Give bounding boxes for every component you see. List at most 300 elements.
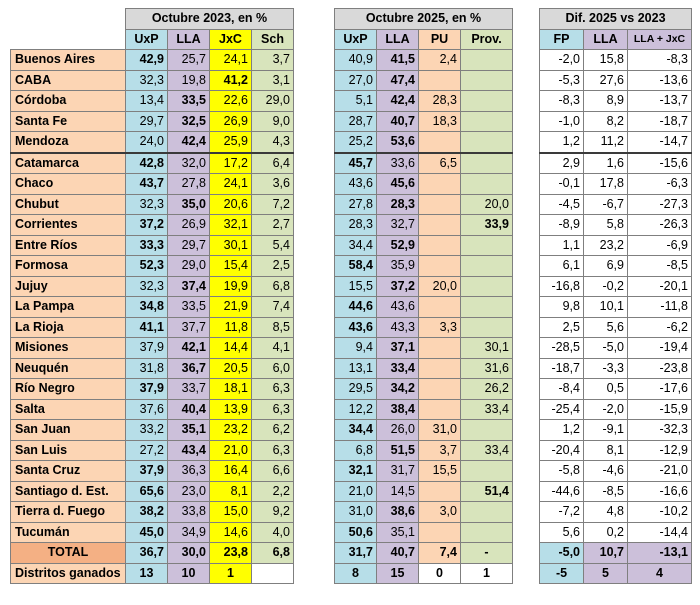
table-row	[540, 174, 692, 195]
value-2023: 3,7	[252, 50, 294, 71]
value-2025: 51,5	[377, 440, 419, 461]
table-row	[335, 297, 513, 318]
value-diff: 8,1	[584, 440, 628, 461]
province-name: San Juan	[11, 420, 126, 441]
value-2023: 42,8	[126, 153, 168, 174]
value-2023: 27,8	[168, 174, 210, 195]
value-2023: 37,9	[126, 379, 168, 400]
total-diff: 10,7	[584, 543, 628, 564]
value-2025: 12,2	[335, 399, 377, 420]
value-2023: 29,0	[168, 256, 210, 277]
value-2023: 9,2	[252, 502, 294, 523]
value-diff: -6,2	[628, 317, 692, 338]
value-2025: 34,2	[377, 379, 419, 400]
table-row	[11, 91, 294, 112]
value-2025: 28,3	[419, 91, 461, 112]
total-2025: -	[461, 543, 513, 564]
value-diff: -0,2	[584, 276, 628, 297]
value-diff: 27,6	[584, 70, 628, 91]
value-2025: 32,7	[377, 215, 419, 236]
col-header-diff: LLA + JxC	[628, 29, 692, 50]
value-2023: 19,9	[210, 276, 252, 297]
value-diff: -6,9	[628, 235, 692, 256]
value-2023: 20,5	[210, 358, 252, 379]
value-2025	[461, 132, 513, 153]
value-2025: 38,4	[377, 399, 419, 420]
value-2023: 29,0	[252, 91, 294, 112]
table-row	[335, 235, 513, 256]
value-diff: -8,4	[540, 379, 584, 400]
value-2025: 27,8	[335, 194, 377, 215]
value-2025	[461, 70, 513, 91]
value-diff: 5,8	[584, 215, 628, 236]
col-header-2023: Sch	[252, 29, 294, 50]
won-2023: 10	[168, 563, 210, 584]
value-2025: 33,4	[461, 399, 513, 420]
value-2023: 6,3	[252, 379, 294, 400]
value-2025: 20,0	[461, 194, 513, 215]
col-header-2023: JxC	[210, 29, 252, 50]
table-row	[540, 50, 692, 71]
table-row	[335, 111, 513, 132]
value-2023: 17,2	[210, 153, 252, 174]
value-2023: 42,1	[168, 338, 210, 359]
value-diff: -8,9	[540, 215, 584, 236]
value-diff: -44,6	[540, 481, 584, 502]
table-row	[11, 111, 294, 132]
table-row	[11, 317, 294, 338]
province-name: CABA	[11, 70, 126, 91]
table-row	[11, 297, 294, 318]
value-2023: 32,0	[168, 153, 210, 174]
value-2025	[419, 70, 461, 91]
won-diff: -5	[540, 563, 584, 584]
value-diff: 6,1	[540, 256, 584, 277]
table-row	[11, 215, 294, 236]
value-2025: 5,1	[335, 91, 377, 112]
value-2025: 35,9	[377, 256, 419, 277]
value-2025: 41,5	[377, 50, 419, 71]
col-header-2023: LLA	[168, 29, 210, 50]
value-2025	[461, 276, 513, 297]
value-diff: -18,7	[540, 358, 584, 379]
value-2023: 13,9	[210, 399, 252, 420]
value-2025: 6,5	[419, 153, 461, 174]
value-2023: 2,7	[252, 215, 294, 236]
table-row	[540, 235, 692, 256]
value-diff: 9,8	[540, 297, 584, 318]
value-2023: 4,3	[252, 132, 294, 153]
total-2023: 30,0	[168, 543, 210, 564]
total-diff: -13,1	[628, 543, 692, 564]
value-2025	[461, 153, 513, 174]
value-2025: 3,0	[419, 502, 461, 523]
value-2023: 8,5	[252, 317, 294, 338]
province-name: Buenos Aires	[11, 50, 126, 71]
value-2023: 6,2	[252, 420, 294, 441]
value-2025	[419, 215, 461, 236]
value-2025: 25,2	[335, 132, 377, 153]
value-2025: 3,7	[419, 440, 461, 461]
value-diff: -2,0	[540, 50, 584, 71]
value-2025	[461, 174, 513, 195]
value-2025: 18,3	[419, 111, 461, 132]
won-2025: 8	[335, 563, 377, 584]
total-2025: 7,4	[419, 543, 461, 564]
table-row	[540, 111, 692, 132]
value-2025: 26,2	[461, 379, 513, 400]
table-row	[11, 70, 294, 91]
value-2023: 36,7	[168, 358, 210, 379]
province-name: San Luis	[11, 440, 126, 461]
table-row	[540, 194, 692, 215]
table-row	[11, 153, 294, 174]
value-2025: 31,7	[377, 461, 419, 482]
value-2023: 36,3	[168, 461, 210, 482]
value-2023: 21,9	[210, 297, 252, 318]
value-diff: -16,6	[628, 481, 692, 502]
province-name: Catamarca	[11, 153, 126, 174]
value-2023: 32,1	[210, 215, 252, 236]
header-oct2025: Octubre 2025, en %	[335, 9, 513, 30]
value-2025: 33,6	[377, 153, 419, 174]
province-name: Santa Fe	[11, 111, 126, 132]
value-2023: 37,2	[126, 215, 168, 236]
value-diff: -6,7	[584, 194, 628, 215]
table-row	[540, 338, 692, 359]
value-2023: 2,5	[252, 256, 294, 277]
value-2025	[419, 338, 461, 359]
table-row	[335, 379, 513, 400]
value-2023: 34,8	[126, 297, 168, 318]
value-diff: -5,0	[584, 338, 628, 359]
value-2023: 6,6	[252, 461, 294, 482]
table-row	[335, 420, 513, 441]
value-2023: 6,3	[252, 399, 294, 420]
table-row	[540, 132, 692, 153]
value-diff: -11,8	[628, 297, 692, 318]
table-row	[335, 317, 513, 338]
value-2025: 27,0	[335, 70, 377, 91]
value-diff: 23,2	[584, 235, 628, 256]
table-row	[540, 256, 692, 277]
value-2025: 37,2	[377, 276, 419, 297]
value-diff: -16,8	[540, 276, 584, 297]
value-diff: 0,2	[584, 522, 628, 543]
corner-blank	[11, 29, 126, 50]
value-2025: 9,4	[335, 338, 377, 359]
value-2025	[461, 50, 513, 71]
province-name: Santiago d. Est.	[11, 481, 126, 502]
value-diff: -25,4	[540, 399, 584, 420]
value-2025: 40,9	[335, 50, 377, 71]
province-name: La Rioja	[11, 317, 126, 338]
table-row	[11, 235, 294, 256]
value-2023: 6,8	[252, 276, 294, 297]
value-diff: -26,3	[628, 215, 692, 236]
value-2025: 26,0	[377, 420, 419, 441]
value-2023: 3,1	[252, 70, 294, 91]
value-2023: 37,6	[126, 399, 168, 420]
value-2023: 52,3	[126, 256, 168, 277]
value-2023: 18,1	[210, 379, 252, 400]
value-2025: 43,6	[335, 317, 377, 338]
won-2023: 1	[210, 563, 252, 584]
value-2023: 29,7	[126, 111, 168, 132]
value-2025	[419, 522, 461, 543]
value-diff: -23,8	[628, 358, 692, 379]
table-row	[335, 481, 513, 502]
table-row	[11, 194, 294, 215]
won-diff: 4	[628, 563, 692, 584]
value-2023: 32,3	[126, 276, 168, 297]
value-diff: -8,3	[628, 50, 692, 71]
table-row	[540, 215, 692, 236]
value-2023: 4,1	[252, 338, 294, 359]
value-diff: 1,2	[540, 132, 584, 153]
value-2025	[419, 399, 461, 420]
header-oct2023: Octubre 2023, en %	[126, 9, 294, 30]
value-diff: -5,8	[540, 461, 584, 482]
value-2025	[419, 481, 461, 502]
value-2025: 31,0	[419, 420, 461, 441]
value-2023: 25,9	[210, 132, 252, 153]
table-diff	[539, 8, 692, 584]
value-2023: 23,2	[210, 420, 252, 441]
value-2023: 9,0	[252, 111, 294, 132]
header-diff: Dif. 2025 vs 2023	[540, 9, 692, 30]
value-2025: 34,4	[335, 235, 377, 256]
value-diff: 11,2	[584, 132, 628, 153]
value-diff: 0,5	[584, 379, 628, 400]
value-diff: -20,4	[540, 440, 584, 461]
value-diff: -0,1	[540, 174, 584, 195]
value-diff: -14,7	[628, 132, 692, 153]
province-name: Tierra d. Fuego	[11, 502, 126, 523]
table-row	[540, 502, 692, 523]
value-2023: 32,3	[126, 70, 168, 91]
value-diff: -20,1	[628, 276, 692, 297]
col-header-diff: LLA	[584, 29, 628, 50]
value-diff: -13,6	[628, 70, 692, 91]
value-2025: 38,6	[377, 502, 419, 523]
value-2023: 33,8	[168, 502, 210, 523]
col-header-diff: FP	[540, 29, 584, 50]
value-diff: 1,2	[540, 420, 584, 441]
value-diff: -14,4	[628, 522, 692, 543]
value-2025: 33,4	[461, 440, 513, 461]
table-row	[335, 215, 513, 236]
table-row	[335, 461, 513, 482]
value-2025: 29,5	[335, 379, 377, 400]
col-header-2023: UxP	[126, 29, 168, 50]
value-2023: 26,9	[168, 215, 210, 236]
value-2025	[461, 420, 513, 441]
value-2025	[461, 461, 513, 482]
table-row	[335, 256, 513, 277]
province-name: Formosa	[11, 256, 126, 277]
table-row	[540, 420, 692, 441]
value-2025	[419, 132, 461, 153]
table-row	[540, 276, 692, 297]
value-2023: 33,3	[126, 235, 168, 256]
value-2023: 33,5	[168, 297, 210, 318]
value-2025: 14,5	[377, 481, 419, 502]
won-2023-empty	[252, 563, 294, 584]
value-2023: 13,4	[126, 91, 168, 112]
value-2023: 6,4	[252, 153, 294, 174]
value-2023: 35,0	[168, 194, 210, 215]
value-2025: 43,6	[335, 174, 377, 195]
value-2023: 26,9	[210, 111, 252, 132]
table-row	[335, 153, 513, 174]
value-diff: 5,6	[540, 522, 584, 543]
value-2023: 2,2	[252, 481, 294, 502]
table-row	[11, 399, 294, 420]
province-name: Corrientes	[11, 215, 126, 236]
value-2023: 7,2	[252, 194, 294, 215]
province-name: Neuquén	[11, 358, 126, 379]
value-diff: -15,6	[628, 153, 692, 174]
value-2023: 5,4	[252, 235, 294, 256]
province-name: Río Negro	[11, 379, 126, 400]
value-2023: 15,0	[210, 502, 252, 523]
value-2025: 2,4	[419, 50, 461, 71]
won-2025: 1	[461, 563, 513, 584]
value-2025	[419, 194, 461, 215]
table-row	[335, 502, 513, 523]
won-label: Distritos ganados	[11, 563, 126, 584]
value-2025: 28,7	[335, 111, 377, 132]
table-row	[11, 50, 294, 71]
value-diff: 4,8	[584, 502, 628, 523]
value-2025: 51,4	[461, 481, 513, 502]
total-2023: 23,8	[210, 543, 252, 564]
value-diff: -8,5	[628, 256, 692, 277]
value-2025: 53,6	[377, 132, 419, 153]
value-2025	[419, 297, 461, 318]
value-diff: 6,9	[584, 256, 628, 277]
value-2023: 33,5	[168, 91, 210, 112]
province-name: Salta	[11, 399, 126, 420]
col-header-2025: LLA	[377, 29, 419, 50]
col-header-2025: PU	[419, 29, 461, 50]
table-row	[540, 379, 692, 400]
col-header-2025: UxP	[335, 29, 377, 50]
total-diff: -5,0	[540, 543, 584, 564]
value-2025	[461, 111, 513, 132]
value-2025: 31,0	[335, 502, 377, 523]
value-2023: 33,2	[126, 420, 168, 441]
won-diff: 5	[584, 563, 628, 584]
table-row	[11, 461, 294, 482]
table-row	[11, 358, 294, 379]
value-2025: 28,3	[377, 194, 419, 215]
value-2025	[461, 297, 513, 318]
value-2025: 30,1	[461, 338, 513, 359]
value-diff: -4,6	[584, 461, 628, 482]
value-2023: 22,6	[210, 91, 252, 112]
value-2023: 24,0	[126, 132, 168, 153]
value-2023: 42,4	[168, 132, 210, 153]
value-2023: 65,6	[126, 481, 168, 502]
value-2025: 45,7	[335, 153, 377, 174]
value-diff: 1,1	[540, 235, 584, 256]
table-row	[335, 522, 513, 543]
value-diff: -4,5	[540, 194, 584, 215]
value-diff: -8,5	[584, 481, 628, 502]
value-2023: 27,2	[126, 440, 168, 461]
value-2023: 43,7	[126, 174, 168, 195]
table-2025	[334, 8, 513, 584]
value-2023: 24,1	[210, 50, 252, 71]
value-diff: -3,3	[584, 358, 628, 379]
value-2023: 7,4	[252, 297, 294, 318]
value-2023: 40,4	[168, 399, 210, 420]
value-2025: 15,5	[335, 276, 377, 297]
value-2023: 38,2	[126, 502, 168, 523]
province-name: Santa Cruz	[11, 461, 126, 482]
value-2025: 58,4	[335, 256, 377, 277]
value-2025: 52,9	[377, 235, 419, 256]
value-2023: 6,3	[252, 440, 294, 461]
value-2025: 45,6	[377, 174, 419, 195]
table-2023	[10, 8, 294, 584]
value-2025: 32,1	[335, 461, 377, 482]
province-name: Chubut	[11, 194, 126, 215]
value-2023: 31,8	[126, 358, 168, 379]
table-row	[11, 132, 294, 153]
table-row	[11, 338, 294, 359]
value-2025	[461, 317, 513, 338]
province-name: La Pampa	[11, 297, 126, 318]
value-2025	[461, 91, 513, 112]
table-row	[335, 70, 513, 91]
table-row	[335, 91, 513, 112]
table-row	[11, 174, 294, 195]
value-2023: 3,6	[252, 174, 294, 195]
value-2023: 34,9	[168, 522, 210, 543]
value-2025: 34,4	[335, 420, 377, 441]
value-2023: 37,9	[126, 338, 168, 359]
table-row	[540, 440, 692, 461]
value-2025: 43,3	[377, 317, 419, 338]
table-row	[11, 420, 294, 441]
province-name: Córdoba	[11, 91, 126, 112]
value-2023: 14,6	[210, 522, 252, 543]
value-2025: 33,9	[461, 215, 513, 236]
value-2025: 50,6	[335, 522, 377, 543]
value-2023: 43,4	[168, 440, 210, 461]
table-row	[11, 276, 294, 297]
table-row	[335, 399, 513, 420]
total-2023: 6,8	[252, 543, 294, 564]
value-2025	[419, 358, 461, 379]
table-row	[335, 174, 513, 195]
value-diff: -17,6	[628, 379, 692, 400]
value-diff: -21,0	[628, 461, 692, 482]
corner-blank	[11, 9, 126, 30]
value-2023: 15,4	[210, 256, 252, 277]
value-2023: 32,5	[168, 111, 210, 132]
value-2025: 40,7	[377, 111, 419, 132]
province-name: Entre Ríos	[11, 235, 126, 256]
value-2025: 28,3	[335, 215, 377, 236]
value-diff: 8,2	[584, 111, 628, 132]
col-header-2025: Prov.	[461, 29, 513, 50]
value-2023: 45,0	[126, 522, 168, 543]
value-2023: 21,0	[210, 440, 252, 461]
